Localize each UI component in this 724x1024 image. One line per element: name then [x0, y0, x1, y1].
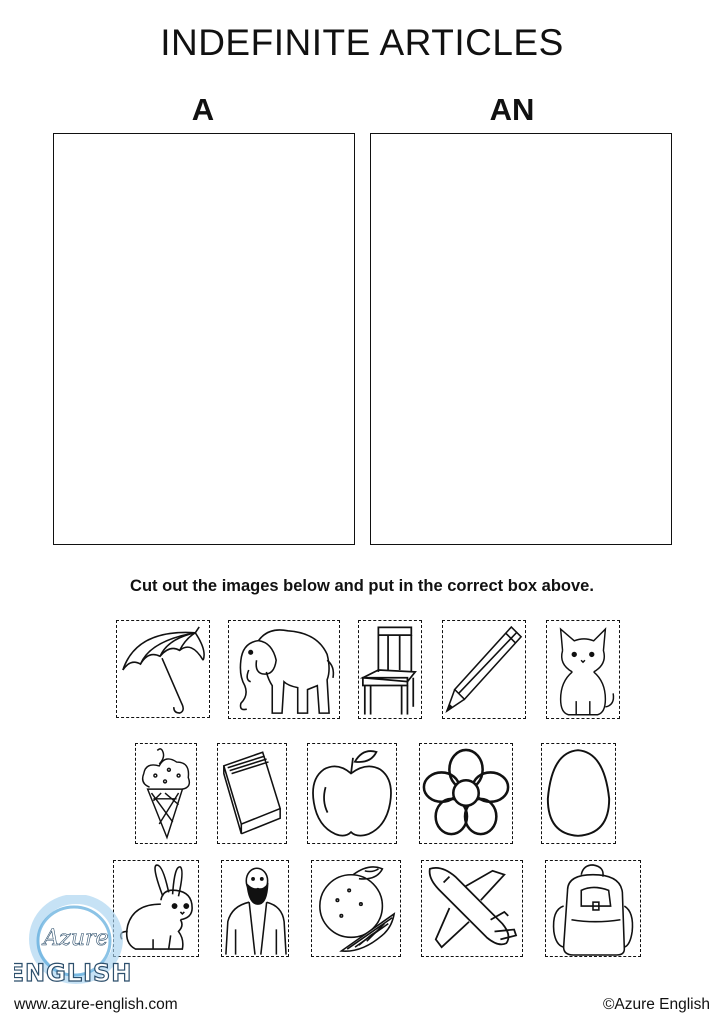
picture-card-apple[interactable] [307, 743, 397, 844]
picture-card-orange[interactable] [311, 860, 401, 957]
picture-card-flower[interactable] [419, 743, 513, 844]
worksheet-title: INDEFINITE ARTICLES [160, 22, 564, 63]
picture-card-man[interactable] [221, 860, 289, 957]
book-icon [218, 744, 286, 843]
instruction-text: Cut out the images below and put in the correct box above. [130, 577, 594, 595]
sorting-box-a[interactable] [53, 133, 355, 545]
column-heading-an: AN [489, 92, 535, 127]
backpack-icon [546, 861, 640, 956]
apple-icon [308, 744, 396, 843]
logo-line-1: Azure [43, 926, 109, 951]
footer-copyright: ©Azure English [602, 996, 710, 1013]
sorting-box-an[interactable] [370, 133, 672, 545]
footer-website[interactable]: www.azure-english.com [14, 996, 178, 1013]
chair-icon [359, 621, 421, 718]
cat-icon [547, 621, 619, 718]
orange-icon [312, 861, 400, 956]
azure-english-logo [14, 895, 132, 995]
picture-card-pencil[interactable] [442, 620, 526, 719]
ice-cream-icon [136, 744, 196, 843]
picture-card-egg[interactable] [541, 743, 616, 844]
egg-icon [542, 744, 615, 843]
airplane-icon [422, 861, 522, 956]
picture-card-airplane[interactable] [421, 860, 523, 957]
logo-line-2: ENGLISH [14, 959, 132, 987]
picture-card-umbrella[interactable] [116, 620, 210, 718]
pencil-icon [443, 621, 525, 718]
flower-icon [420, 744, 512, 843]
picture-card-book[interactable] [217, 743, 287, 844]
picture-card-backpack[interactable] [545, 860, 641, 957]
picture-card-cat[interactable] [546, 620, 620, 719]
elephant-icon [229, 621, 339, 718]
picture-card-elephant[interactable] [228, 620, 340, 719]
man-icon [222, 861, 288, 956]
picture-card-chair[interactable] [358, 620, 422, 719]
column-heading-a: A [191, 92, 215, 127]
picture-card-ice-cream[interactable] [135, 743, 197, 844]
umbrella-icon [117, 621, 209, 717]
logo-watercolor-mark [14, 895, 132, 995]
